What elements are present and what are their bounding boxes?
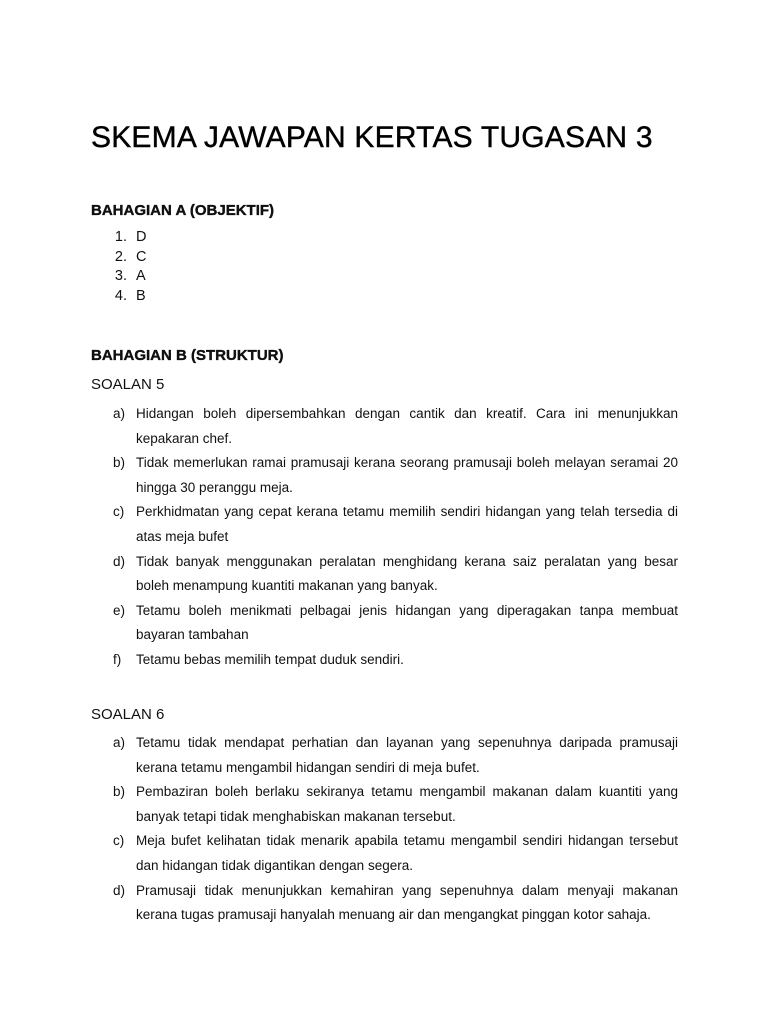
section-a-heading: BAHAGIAN A (OBJEKTIF) bbox=[91, 202, 275, 219]
page-title: SKEMA JAWAPAN KERTAS TUGASAN 3 bbox=[91, 121, 653, 154]
list-item: b) Tidak memerlukan ramai pramusaji kerana seorang pramusaji boleh melayan seramai 20 hingga 30 peranggu meja. bbox=[113, 455, 678, 495]
section-b-heading: BAHAGIAN B (STRUKTUR) bbox=[91, 347, 284, 364]
soalan-6-answer-list bbox=[91, 731, 678, 928]
list-item: f) Tetamu bebas memilih tempat duduk sendiri. bbox=[113, 651, 404, 667]
list-item: c) Perkhidmatan yang cepat kerana tetamu memilih sendiri hidangan yang telah tersedia di atas meja bufet bbox=[113, 504, 678, 544]
list-item: b) Pembaziran boleh berlaku sekiranya tetamu mengambil makanan dalam kuantiti yang banyak tetapi tidak menghabiskan makanan tersebut. bbox=[113, 784, 678, 824]
list-item: a) Hidangan boleh dipersembahkan dengan cantik dan kreatif. Cara ini menunjukkan kepakaran chef. bbox=[113, 406, 678, 446]
list-item: d) Tidak banyak menggunakan peralatan menghidang kerana saiz peralatan yang besar boleh menampung kuantiti makanan yang banyak. bbox=[113, 553, 678, 594]
soalan-5-answer-list bbox=[91, 402, 678, 673]
soalan-6-label: SOALAN 6 bbox=[91, 706, 165, 723]
soalan-5-label: SOALAN 5 bbox=[91, 376, 165, 393]
list-item: d) Pramusaji tidak menunjukkan kemahiran yang sepenuhnya dalam menyaji makanan kerana tugas pramusaji hanyalah menuang air dan mengangkat pinggan kotor sahaja. bbox=[113, 882, 678, 923]
list-item: c) Meja bufet kelihatan tidak menarik apabila tetamu mengambil sendiri hidangan tersebut dan hidangan tidak digantikan dengan segera. bbox=[113, 833, 678, 873]
list-item: e) Tetamu boleh menikmati pelbagai jenis hidangan yang diperagakan tanpa membuat bayaran tambahan bbox=[113, 602, 678, 643]
list-item: a) Tetamu tidak mendapat perhatian dan layanan yang sepenuhnya daripada pramusaji kerana tetamu mengambil hidangan sendiri di meja bufet. bbox=[113, 735, 678, 775]
